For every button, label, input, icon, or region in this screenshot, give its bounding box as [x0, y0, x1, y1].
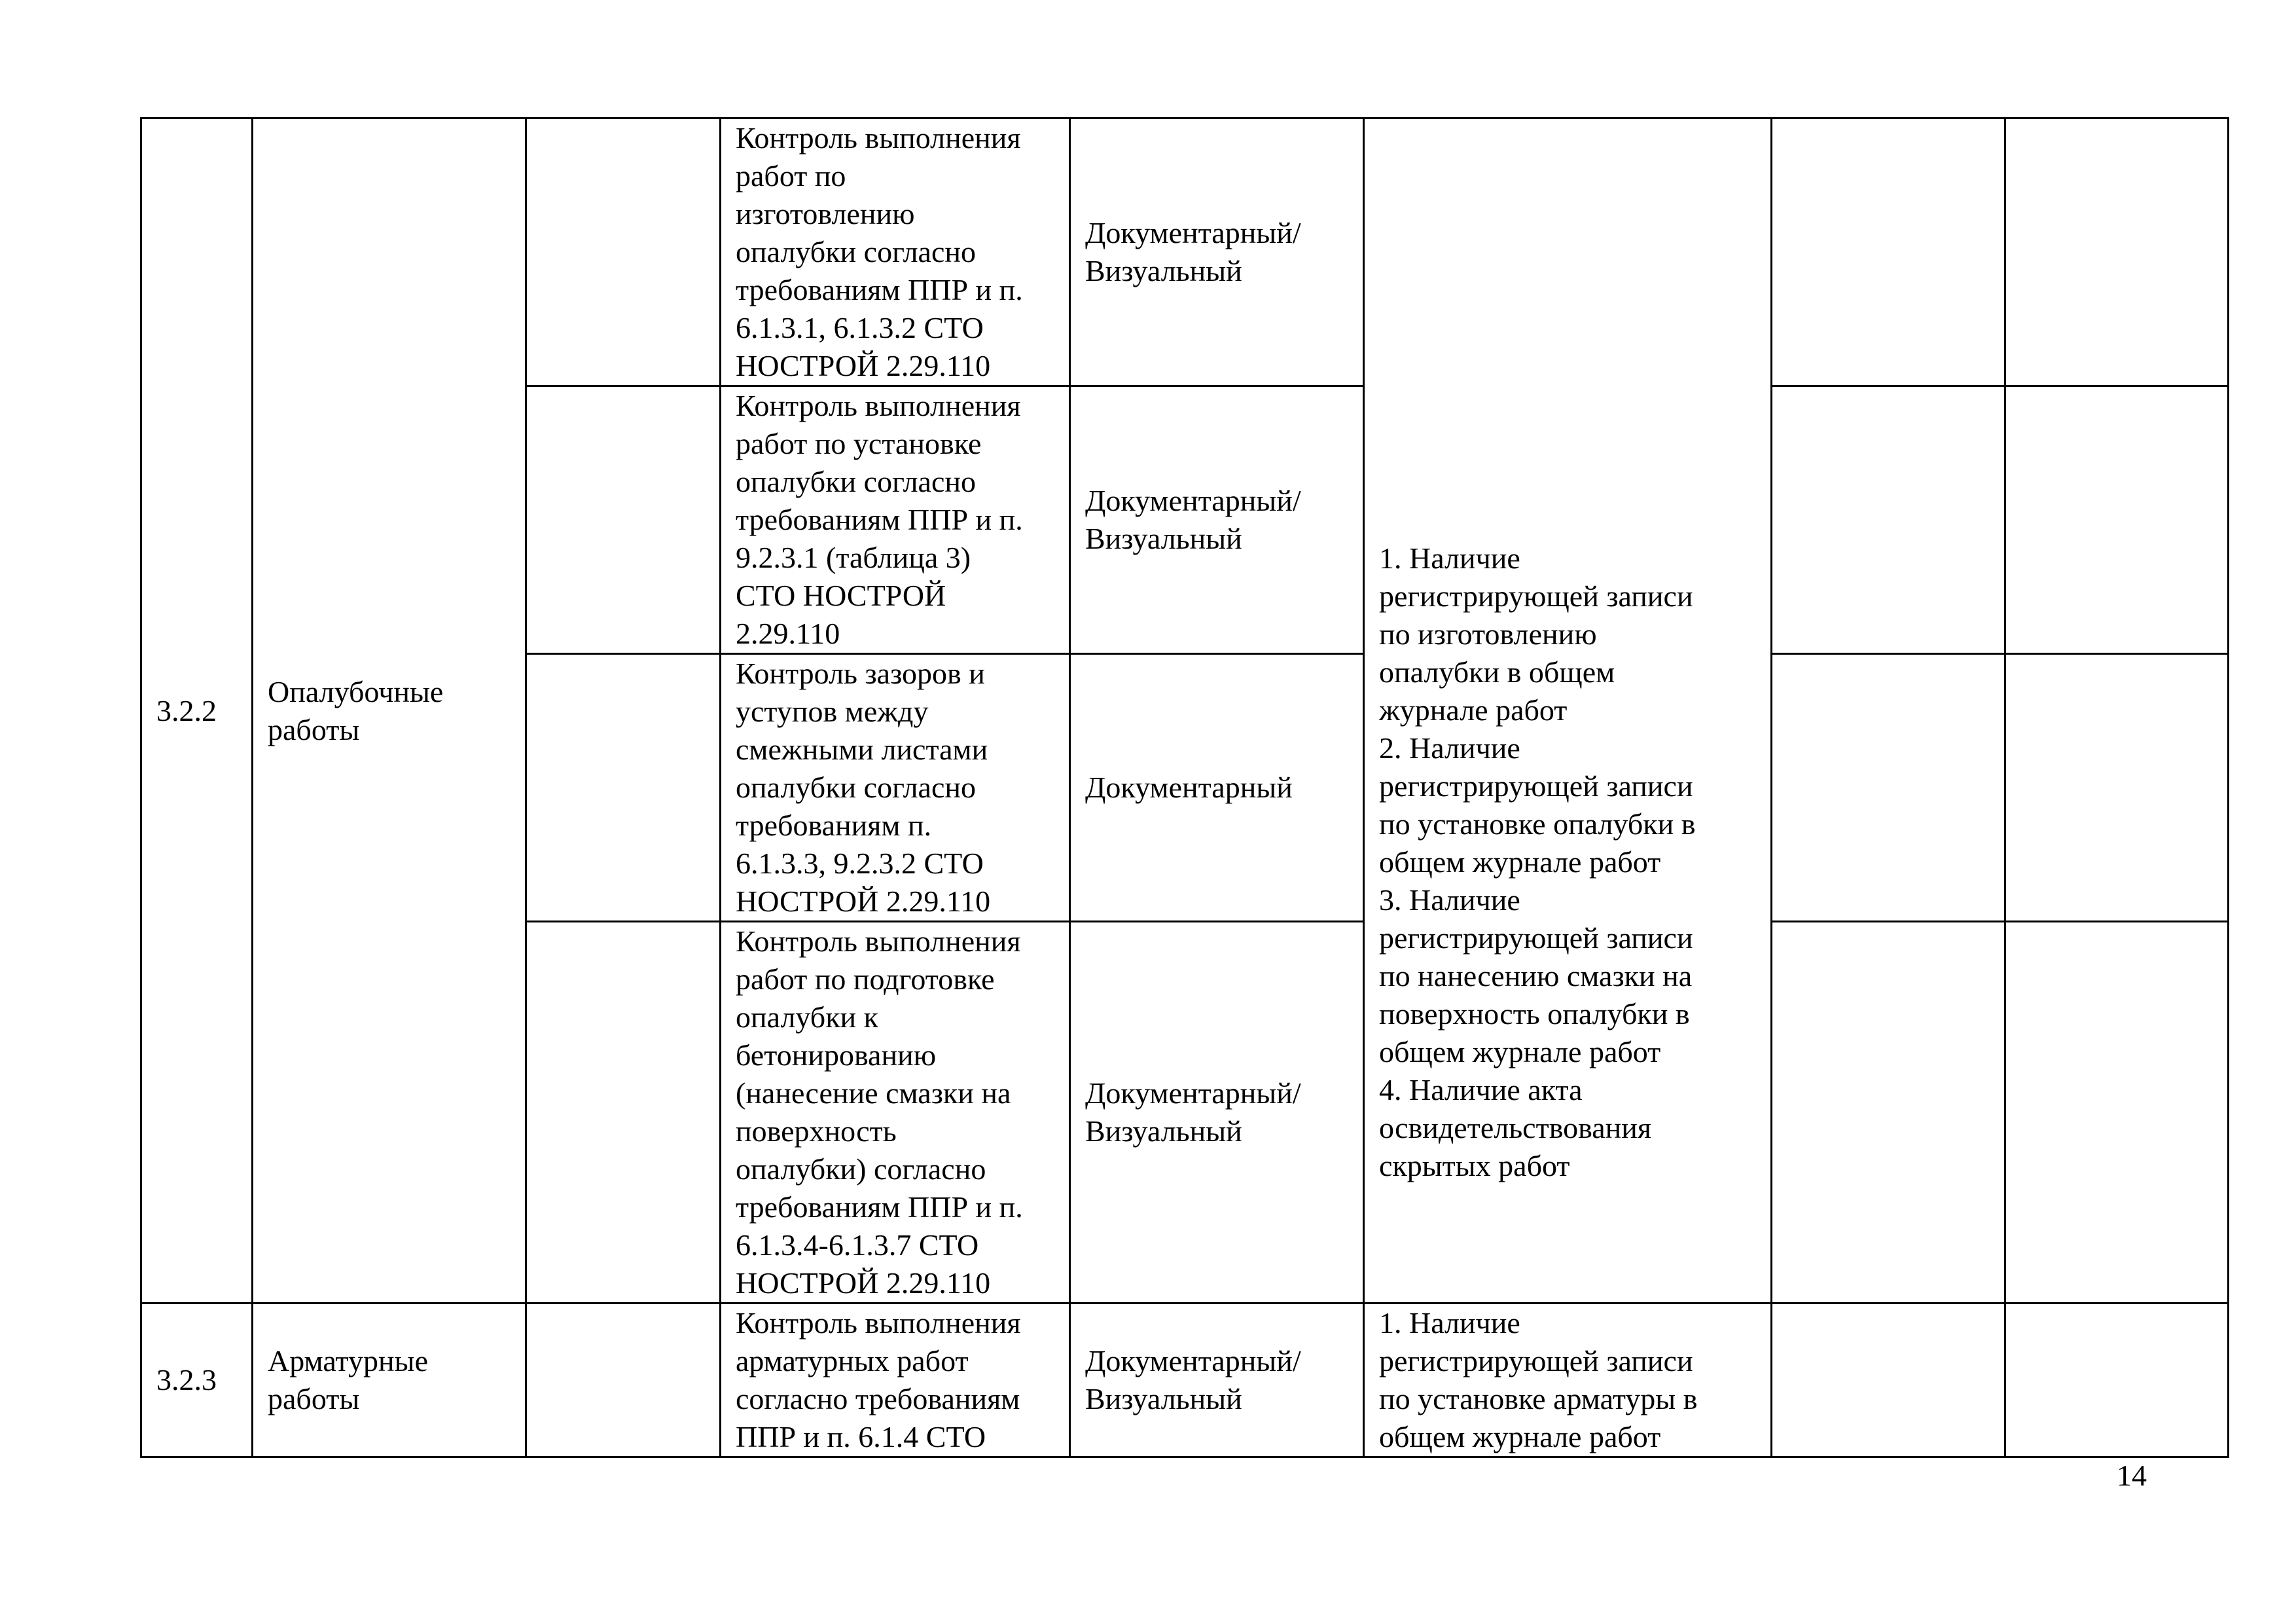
empty-cell [2005, 386, 2229, 654]
empty-cell [526, 386, 721, 654]
control-method: Документарный/ Визуальный [1070, 922, 1364, 1304]
empty-cell [526, 654, 721, 922]
table-row [141, 119, 2229, 386]
control-subject: Контроль выполнения работ по подготовке опалубки к бетонированию (нанесение смазки на поверхность опалубки) согласно требованиям ППР и п. 6.1.3.4-6.1.3.7 СТО НОСТРОЙ 2.29.110 [721, 922, 1070, 1304]
empty-cell [2005, 119, 2229, 386]
empty-cell [1772, 386, 2005, 654]
control-method: Документарный/ Визуальный [1070, 119, 1364, 386]
empty-cell [1772, 654, 2005, 922]
section-name: Опалубочные работы [253, 119, 526, 1304]
empty-cell [2005, 922, 2229, 1304]
requirements-text: 1. Наличие регистрирующей записи по установке арматуры в общем журнале работ [1364, 1304, 1772, 1457]
section-code: 3.2.3 [141, 1304, 253, 1457]
page-number: 14 [2117, 1459, 2147, 1492]
empty-cell [2005, 1304, 2229, 1457]
control-method: Документарный/ Визуальный [1070, 1304, 1364, 1457]
empty-cell [1772, 922, 2005, 1304]
table-row [141, 1304, 2229, 1457]
empty-cell [526, 922, 721, 1304]
section-code: 3.2.2 [141, 119, 253, 1304]
empty-cell [526, 1304, 721, 1457]
empty-cell [2005, 654, 2229, 922]
control-subject: Контроль выполнения работ по изготовлению опалубки согласно требованиям ППР и п. 6.1.3.1, 6.1.3.2 СТО НОСТРОЙ 2.29.110 [721, 119, 1070, 386]
section-name: Арматурные работы [253, 1304, 526, 1457]
control-subject: Контроль зазоров и уступов между смежными листами опалубки согласно требованиям п. 6.1.3.3, 9.2.3.2 СТО НОСТРОЙ 2.29.110 [721, 654, 1070, 922]
control-method: Документарный/ Визуальный [1070, 386, 1364, 654]
inspection-table [140, 117, 2229, 1458]
empty-cell [526, 119, 721, 386]
requirements-text: 1. Наличие регистрирующей записи по изготовлению опалубки в общем журнале работ 2. Наличие регистрирующей записи по установке опалубки в общем журнале работ 3. Наличие регистрирующей записи по нанесению смазки на поверхность опалубки в общем журнале работ 4. Наличие акта освидетельствования скрытых работ [1379, 541, 1696, 1182]
empty-cell [1772, 1304, 2005, 1457]
requirements-cell [1364, 119, 1772, 1304]
control-subject: Контроль выполнения работ по установке опалубки согласно требованиям ППР и п. 9.2.3.1 (таблица 3) СТО НОСТРОЙ 2.29.110 [721, 386, 1070, 654]
control-method: Документарный [1070, 654, 1364, 922]
control-subject: Контроль выполнения арматурных работ согласно требованиям ППР и п. 6.1.4 СТО [721, 1304, 1070, 1457]
empty-cell [1772, 119, 2005, 386]
